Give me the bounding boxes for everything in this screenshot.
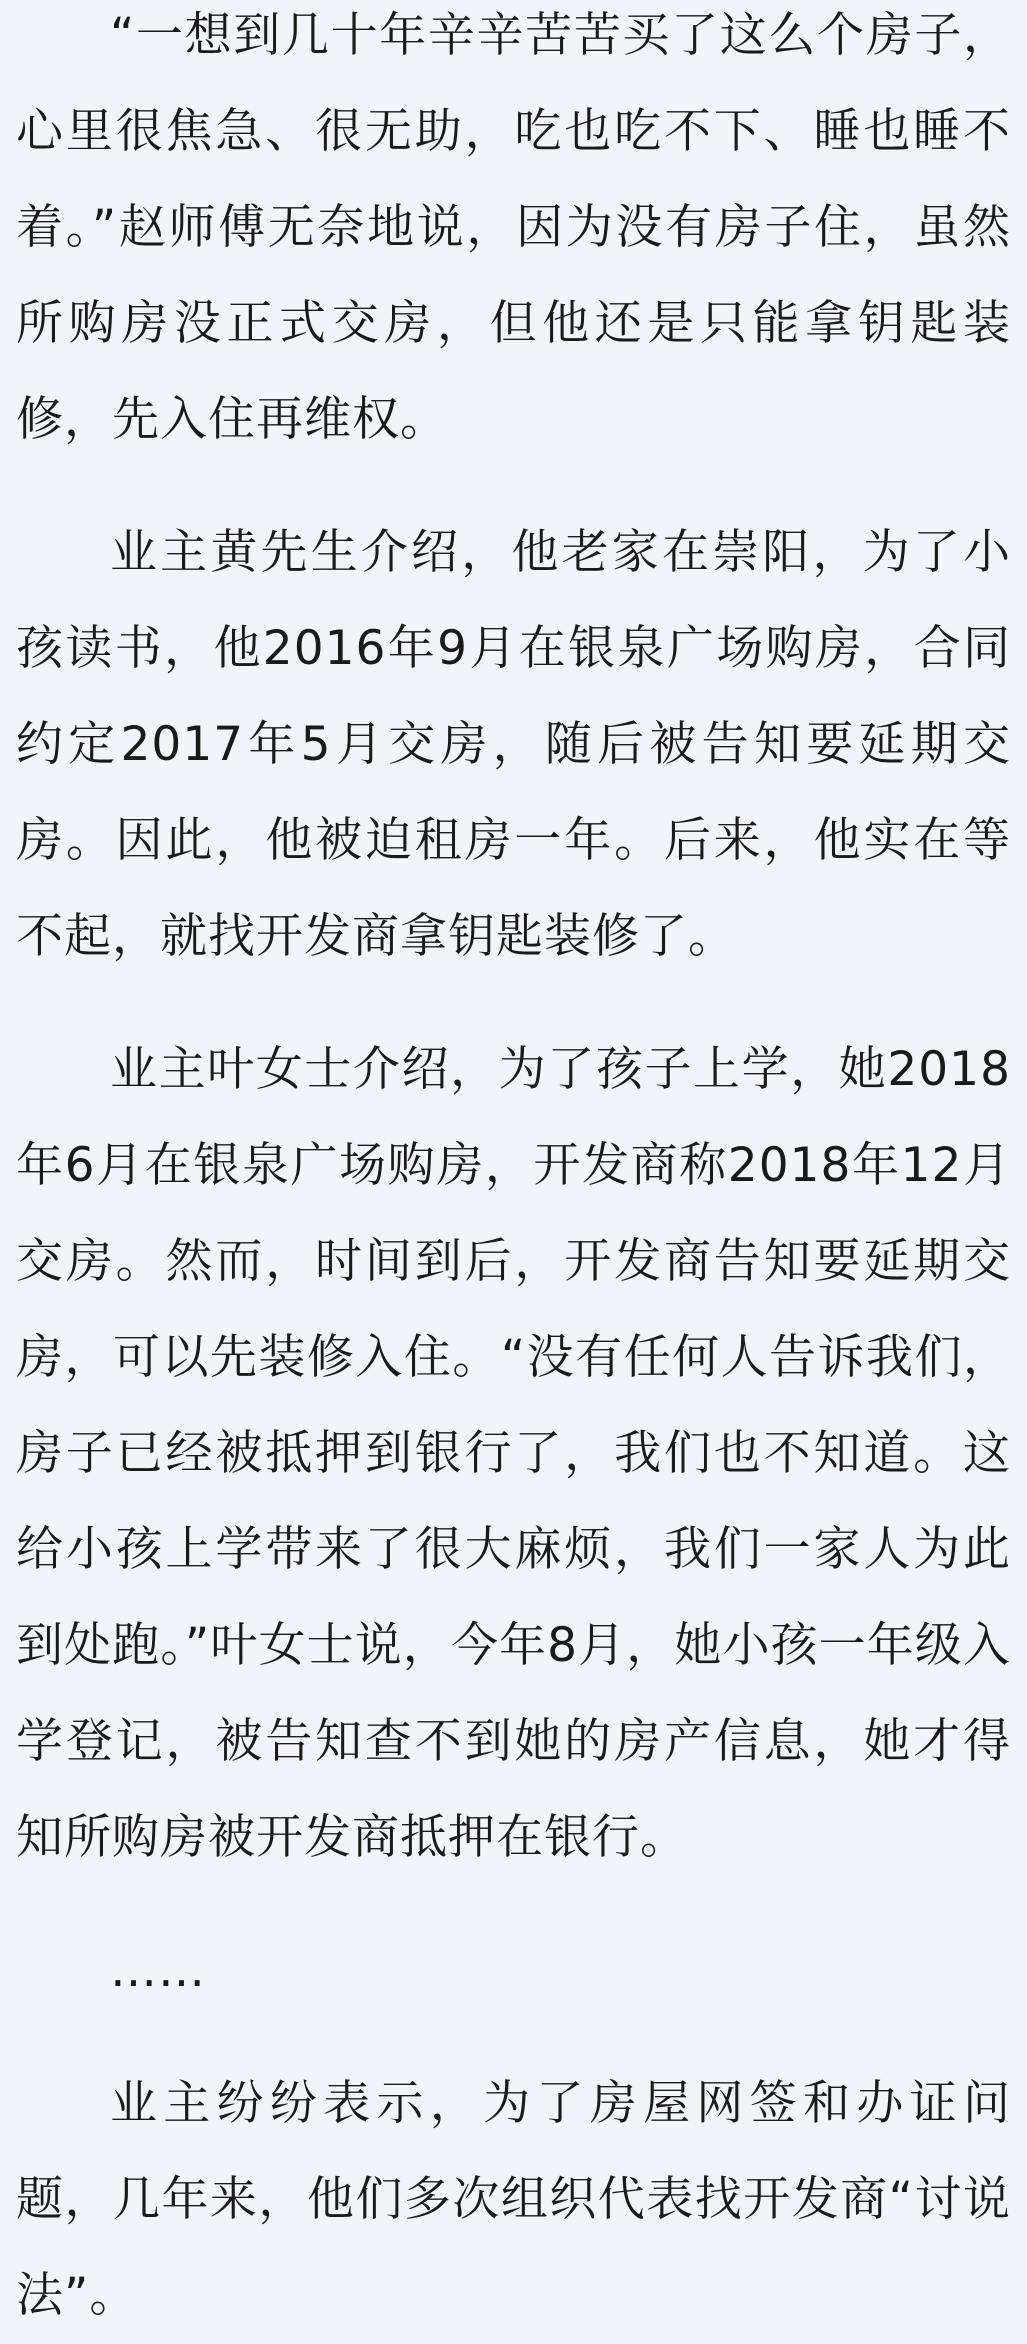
paragraph-ye: 业主叶女士介绍，为了孩子上学，她2018年6月在银泉广场购房，开发商称2018年12月交房。然而，时间到后，开发商告知要延期交房，可以先装修入住。“没有任何人告诉我们，房子已经被抵押到银行了，我们也不知道。这给小孩上学带来了很大麻烦，我们一家人为此到处跑。”叶女士说，今年8月，她小孩一年级入学登记，被告知查不到她的房产信息，她才得知所购房被开发商抵押在银行。 [16, 1042, 1011, 1865]
paragraph-owners: 业主纷纷表示，为了房屋网签和办证问题，几年来，他们多次组织代表找开发商“讨说法”。 [16, 2076, 1011, 2323]
paragraph-huang: 业主黄先生介绍，他老家在崇阳，为了小孩读书，他2016年9月在银泉广场购房，合同约定2017年5月交房，随后被告知要延期交房。因此，他被迫租房一年。后来，他实在等不起，就找开发商拿钥匙装修了。 [16, 525, 1011, 964]
ellipsis-separator: …… [110, 1943, 206, 1998]
paragraph-zhao: “一想到几十年辛辛苦苦买了这么个房子，心里很焦急、很无助，吃也吃不下、睡也睡不着。”赵师傅无奈地说，因为没有房子住，虽然所购房没正式交房，但他还是只能拿钥匙装修，先入住再维权。 [16, 8, 1011, 447]
